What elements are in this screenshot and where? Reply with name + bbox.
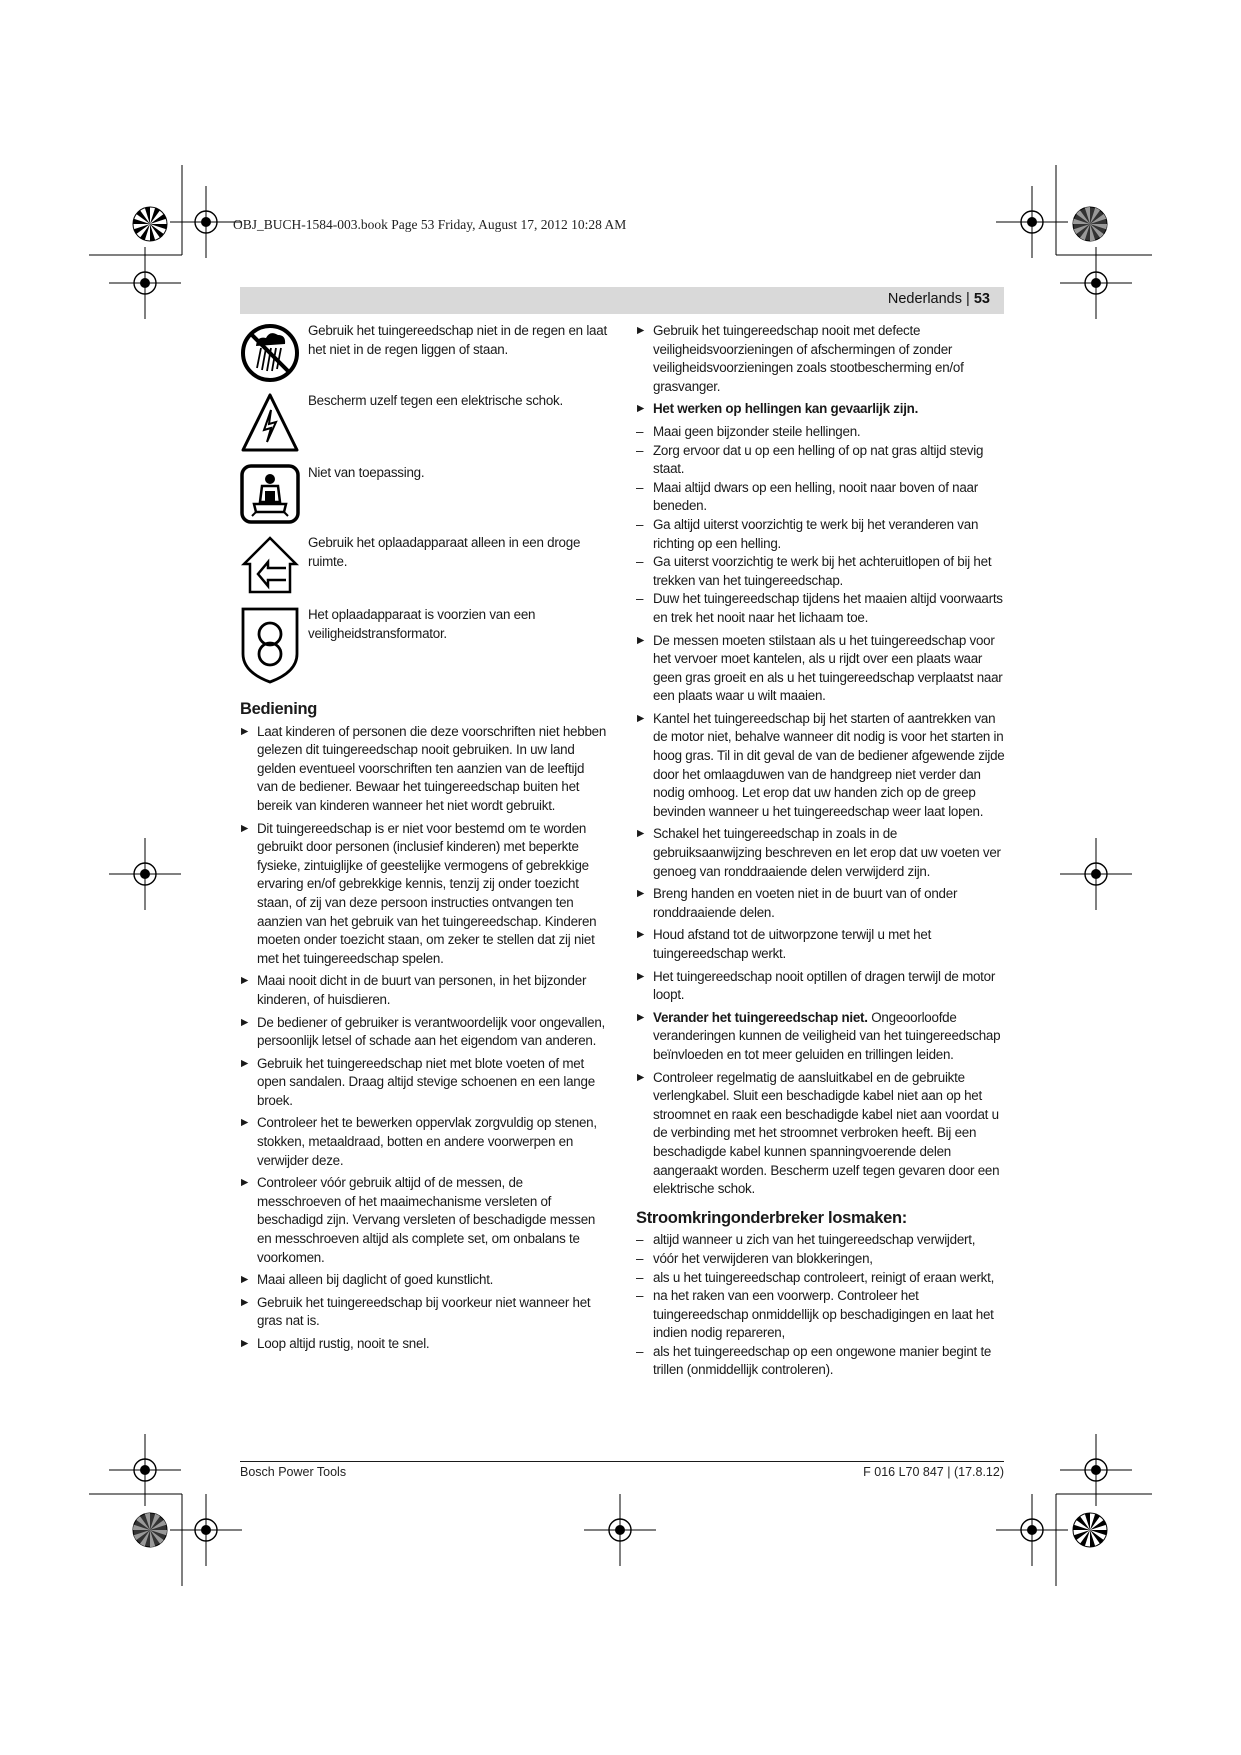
list-item: ▶ Maai nooit dicht in de buurt van personen, in het bijzonder kinderen, of huisdieren. <box>240 972 608 1009</box>
list-item: ▶ Maai alleen bij daglicht of goed kunstlicht. <box>240 1271 608 1290</box>
symbol-text: Gebruik het tuingereedschap niet in de regen en laat het niet in de regen liggen of staan. <box>308 323 607 357</box>
list-item: ▶ Laat kinderen of personen die deze voorschriften niet hebben gelezen dit tuingereedschap nooit gebruiken. In uw land gelden eventueel voorschriften ten aanzien van de leeftijd van de bediener. Bewaar het tuingereedschap buiten het bereik van kinderen wanneer het niet wordt gebruikt. <box>240 723 608 816</box>
dash-item: – Maai altijd dwars op een helling, nooit naar boven of naar beneden. <box>636 479 1005 516</box>
indoor-charging-icon <box>240 534 300 596</box>
list-item: ▶ Gebruik het tuingereedschap niet met blote voeten of met open sandalen. Draag altijd stevige schoenen en een lange broek. <box>240 1055 608 1111</box>
no-rain-icon <box>240 322 300 382</box>
list-item: ▶ Breng handen en voeten niet in de buurt van of onder ronddraaiende delen. <box>636 885 1005 922</box>
symbol-row <box>240 464 608 528</box>
slopes-list <box>636 423 1005 628</box>
list-item: ▶ Houd afstand tot de uitworpzone terwijl u met het tuingereedschap werkt. <box>636 926 1005 963</box>
dash-item: – Maai geen bijzonder steile hellingen. <box>636 423 1005 442</box>
list-item <box>636 1009 1005 1065</box>
header-language: Nederlands <box>887 291 963 307</box>
list-item: ▶ Loop altijd rustig, nooit te snel. <box>240 1335 608 1354</box>
footer-right: F 016 L70 847 | (17.8.12) <box>863 1465 1004 1479</box>
symbol-row <box>240 392 608 458</box>
list-item: ▶ Gebruik het tuingereedschap bij voorkeur niet wanneer het gras nat is. <box>240 1294 608 1331</box>
list-item: ▶ Het tuingereedschap nooit optillen of dragen terwijl de motor loopt. <box>636 968 1005 1005</box>
list-item: ▶ De bediener of gebruiker is verantwoordelijk voor ongevallen, persoonlijk letsel of schade aan het eigendom van anderen. <box>240 1014 608 1051</box>
list-item: ▶ Schakel het tuingereedschap in zoals in de gebruiksaanwijzing beschreven en let erop dat uw voeten ver genoeg van ronddraaiende delen verwijderd zijn. <box>636 825 1005 881</box>
dash-item: – als u het tuingereedschap controleert, reinigt of eraan werkt, <box>636 1269 1005 1288</box>
page-header <box>240 287 1004 314</box>
list-item: ▶ Controleer vóór gebruik altijd of de messen, de messchroeven of het maaimechanisme versleten of beschadigd zijn. Vervang versleten of beschadigde messen en messchroeven altijd als complete set, om onbalans te voorkomen. <box>240 1174 608 1267</box>
symbol-row <box>240 534 608 600</box>
dash-item: – altijd wanneer u zich van het tuingereedschap verwijdert, <box>636 1231 1005 1250</box>
header-label <box>888 291 990 307</box>
header-separator: | <box>966 291 970 307</box>
dash-item: – Zorg ervoor dat u op een helling of op nat gras altijd stevig staat. <box>636 442 1005 479</box>
left-column <box>240 322 608 1358</box>
ride-on-mower-icon <box>240 464 300 524</box>
section-heading-bediening: Bediening <box>240 700 318 718</box>
symbol-text: Het oplaadapparaat is voorzien van een veiligheidstransformator. <box>308 607 536 641</box>
symbol-row <box>240 606 608 690</box>
list-item: ▶ Gebruik het tuingereedschap nooit met defecte veiligheidsvoorzieningen of afschermingen of zonder veiligheidsvoorzieningen zoals stootbescherming en/of grasvanger. <box>636 322 1005 396</box>
symbol-text: Niet van toepassing. <box>308 465 425 480</box>
symbol-text: Gebruik het oplaadapparaat alleen in een droge ruimte. <box>308 535 581 569</box>
list-item: ▶ Controleer het te bewerken oppervlak zorgvuldig op stenen, stokken, metaaldraad, botten en andere voorwerpen en verwijder deze. <box>240 1114 608 1170</box>
right-column <box>636 322 1005 1380</box>
dash-item: – Duw het tuingereedschap tijdens het maaien altijd voorwaarts en trek het nooit naar het lichaam toe. <box>636 590 1005 627</box>
symbol-text: Bescherm uzelf tegen een elektrische schok. <box>308 393 563 408</box>
dash-item: – vóór het verwijderen van blokkeringen, <box>636 1250 1005 1269</box>
breaker-list <box>636 1231 1005 1380</box>
symbol-row <box>240 322 608 386</box>
list-item: ▶ Kantel het tuingereedschap bij het starten of aantrekken van de motor niet, behalve wanneer dit nodig is voor het starten in hoog gras. Til in dit geval de van de bediener afgewende zijde door het omlaagduwen van de handgreep niet verder dan nodig omhoog. Let erop dat uw handen zich op de greep bevinden wanneer u het tuingereedschap weer laat lopen. <box>636 710 1005 822</box>
guards-list <box>636 322 1005 419</box>
print-slug: OBJ_BUCH-1584-003.book Page 53 Friday, August 17, 2012 10:28 AM <box>233 217 627 232</box>
dash-item: – Ga uiterst voorzichtig te werk bij het achteruitlopen of bij het trekken van het tuingereedschap. <box>636 553 1005 590</box>
dash-item: – na het raken van een voorwerp. Controleer het tuingereedschap onmiddellijk op beschadigingen en laat het indien nodig repareren, <box>636 1287 1005 1343</box>
footer-left: Bosch Power Tools <box>240 1465 347 1479</box>
list-item: ▶ Controleer regelmatig de aansluitkabel en de gebruikte verlengkabel. Sluit een beschadigde kabel niet aan op het stroomnet en raak een beschadigde kabel niet aan voordat u de verbinding met het stroomnet verbroken heeft. Bij een beschadigde kabel kunnen spanningvoerende delen aangeraakt worden. Bescherm uzelf tegen gevaren door een elektrische schok. <box>636 1069 1005 1199</box>
dash-item: – Ga altijd uiterst voorzichtig te werk bij het veranderen van richting op een helling. <box>636 516 1005 553</box>
electric-shock-warning-icon <box>240 392 300 454</box>
list-item: ▶ De messen moeten stilstaan als u het tuingereedschap voor het vervoer moet kantelen, als u rijdt over een plaats waar geen gras groeit en als u het tuingereedschap verplaatst naar een plaats waar u wilt maaien. <box>636 632 1005 706</box>
safety-transformer-icon <box>240 606 300 684</box>
dash-item: – als het tuingereedschap op een ongewone manier begint te trillen (onmiddellijk controleren). <box>636 1343 1005 1380</box>
bediening-list <box>240 723 608 1354</box>
section-heading-stroomkring: Stroomkringonderbreker losmaken: <box>636 1208 907 1227</box>
list-item: ▶ Het werken op hellingen kan gevaarlijk zijn. <box>636 400 1005 419</box>
modify-warning-text: Ongeoorloofde veranderingen kunnen de veiligheid van het tuingereedschap beïnvloeden en tot meer geluiden en trillingen leiden. <box>653 1009 1001 1062</box>
safety-list <box>636 632 1005 1199</box>
page-number: 53 <box>973 291 990 307</box>
modify-warning-bold: Verander het tuingereedschap niet. <box>653 1009 868 1025</box>
list-item: ▶ Dit tuingereedschap is er niet voor bestemd om te worden gebruikt door personen (inclusief kinderen) met beperkte fysieke, zintuiglijke of geestelijke vermogens of gebrekkige ervaring en/of gebrekkige kennis, tenzij zij onder toezicht staan, of zij van deze persoon instructies ontvangen ten aanzien van het gebruik van het tuingereedschap. Kinderen moeten onder toezicht staan, om zeker te stellen dat zij niet met het tuingereedschap spelen. <box>240 820 608 969</box>
footer-rule <box>240 1461 1004 1462</box>
